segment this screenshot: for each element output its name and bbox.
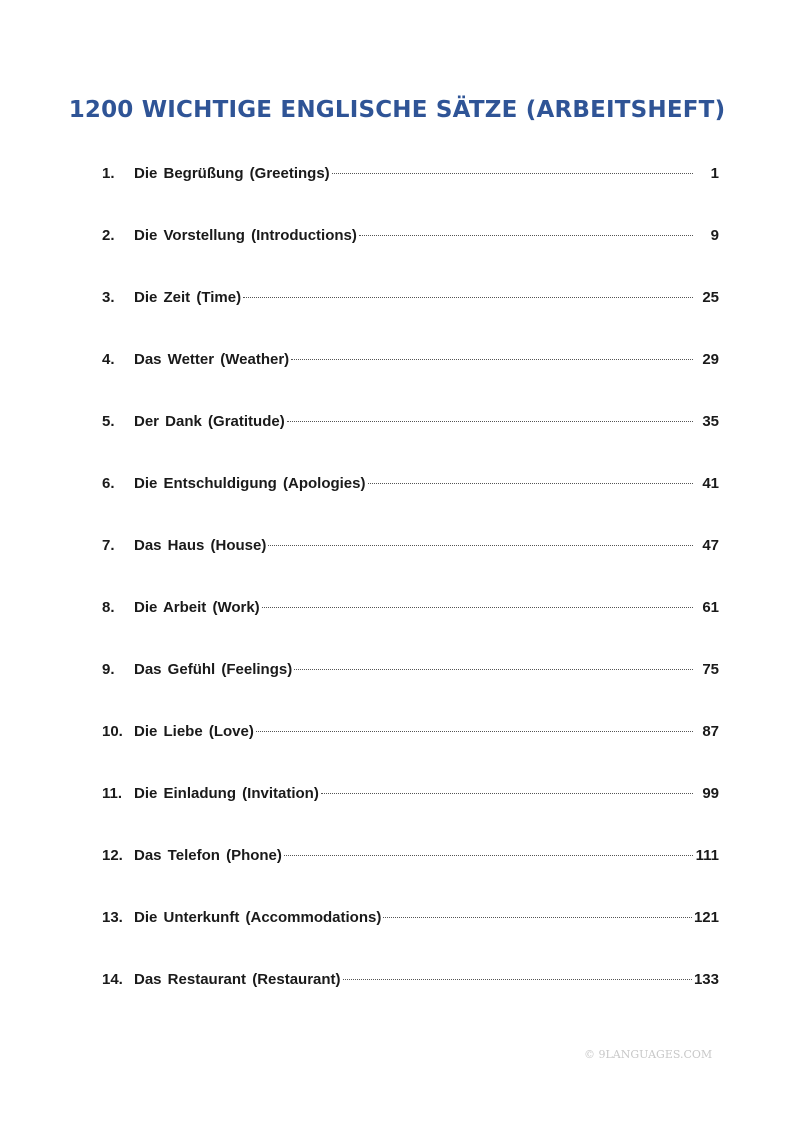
toc-entry[interactable] — [102, 842, 719, 870]
toc-page-number: 25 — [702, 289, 719, 306]
toc-entry[interactable] — [102, 966, 719, 994]
copyright-watermark: © 9LANGUAGES.COM — [584, 1048, 713, 1061]
toc-row — [102, 284, 719, 346]
toc-row — [102, 160, 719, 222]
toc-leader — [343, 979, 692, 980]
toc-number: 14. — [102, 971, 123, 988]
toc-number: 1. — [102, 165, 115, 182]
toc-page-number: 111 — [695, 847, 719, 864]
toc-page-number: 35 — [702, 413, 719, 430]
toc-title: Der Dank (Gratitude) — [134, 413, 285, 430]
toc-number: 13. — [102, 909, 123, 926]
toc-row — [102, 904, 719, 966]
toc-number: 11. — [102, 785, 123, 802]
toc-title: Die Einladung (Invitation) — [134, 785, 319, 802]
toc-title: Die Liebe (Love) — [134, 723, 254, 740]
toc-number: 5. — [102, 413, 115, 430]
toc-title: Die Begrüßung (Greetings) — [134, 165, 330, 182]
toc-leader — [332, 173, 693, 174]
toc-row — [102, 594, 719, 656]
toc-page-number: 1 — [710, 165, 719, 182]
toc-row — [102, 656, 719, 718]
toc-row — [102, 408, 719, 470]
toc-leader — [262, 607, 693, 608]
toc-entry[interactable] — [102, 222, 719, 250]
toc-entry[interactable] — [102, 718, 719, 746]
toc-entry[interactable] — [102, 160, 719, 188]
toc-leader — [321, 793, 693, 794]
toc-entry[interactable] — [102, 346, 719, 374]
toc-number: 9. — [102, 661, 115, 678]
toc-leader — [294, 669, 693, 670]
toc-number: 2. — [102, 227, 115, 244]
toc-page-number: 75 — [702, 661, 719, 678]
table-of-contents — [102, 160, 719, 1028]
toc-page-number: 121 — [693, 909, 719, 926]
toc-page-number: 133 — [693, 971, 719, 988]
toc-leader — [368, 483, 694, 484]
toc-leader — [383, 917, 692, 918]
toc-leader — [243, 297, 693, 298]
toc-row — [102, 470, 719, 532]
toc-page-number: 99 — [702, 785, 719, 802]
toc-number: 3. — [102, 289, 115, 306]
toc-number: 10. — [102, 723, 123, 740]
toc-page-number: 87 — [702, 723, 719, 740]
toc-title: Das Haus (House) — [134, 537, 267, 554]
toc-page-number: 29 — [702, 351, 719, 368]
toc-leader — [291, 359, 693, 360]
toc-leader — [256, 731, 693, 732]
toc-title: Das Restaurant (Restaurant) — [134, 971, 341, 988]
toc-row — [102, 222, 719, 284]
toc-number: 8. — [102, 599, 115, 616]
toc-number: 4. — [102, 351, 115, 368]
toc-title: Die Arbeit (Work) — [134, 599, 260, 616]
toc-page-number: 61 — [702, 599, 719, 616]
toc-entry[interactable] — [102, 904, 719, 932]
toc-row — [102, 346, 719, 408]
toc-title: Die Vorstellung (Introductions) — [134, 227, 357, 244]
toc-leader — [359, 235, 693, 236]
toc-leader — [287, 421, 693, 422]
toc-number: 6. — [102, 475, 115, 492]
toc-page-number: 41 — [702, 475, 719, 492]
toc-title: Die Unterkunft (Accommodations) — [134, 909, 382, 926]
toc-entry[interactable] — [102, 594, 719, 622]
toc-entry[interactable] — [102, 656, 719, 684]
toc-number: 12. — [102, 847, 123, 864]
toc-row — [102, 780, 719, 842]
toc-entry[interactable] — [102, 532, 719, 560]
toc-title: Das Gefühl (Feelings) — [134, 661, 293, 678]
toc-title: Die Zeit (Time) — [134, 289, 242, 306]
toc-row — [102, 532, 719, 594]
toc-page-number: 9 — [710, 227, 719, 244]
toc-leader — [284, 855, 693, 856]
toc-entry[interactable] — [102, 408, 719, 436]
toc-entry[interactable] — [102, 470, 719, 498]
toc-page-number: 47 — [702, 537, 719, 554]
toc-leader — [268, 545, 693, 546]
toc-number: 7. — [102, 537, 115, 554]
toc-row — [102, 842, 719, 904]
toc-entry[interactable] — [102, 284, 719, 312]
toc-title: Das Wetter (Weather) — [134, 351, 290, 368]
toc-title: Die Entschuldigung (Apologies) — [134, 475, 366, 492]
toc-row — [102, 966, 719, 1028]
toc-row — [102, 718, 719, 780]
page-title: 1200 WICHTIGE ENGLISCHE SÄTZE (ARBEITSHEFT) — [68, 97, 726, 124]
toc-entry[interactable] — [102, 780, 719, 808]
toc-title: Das Telefon (Phone) — [134, 847, 282, 864]
